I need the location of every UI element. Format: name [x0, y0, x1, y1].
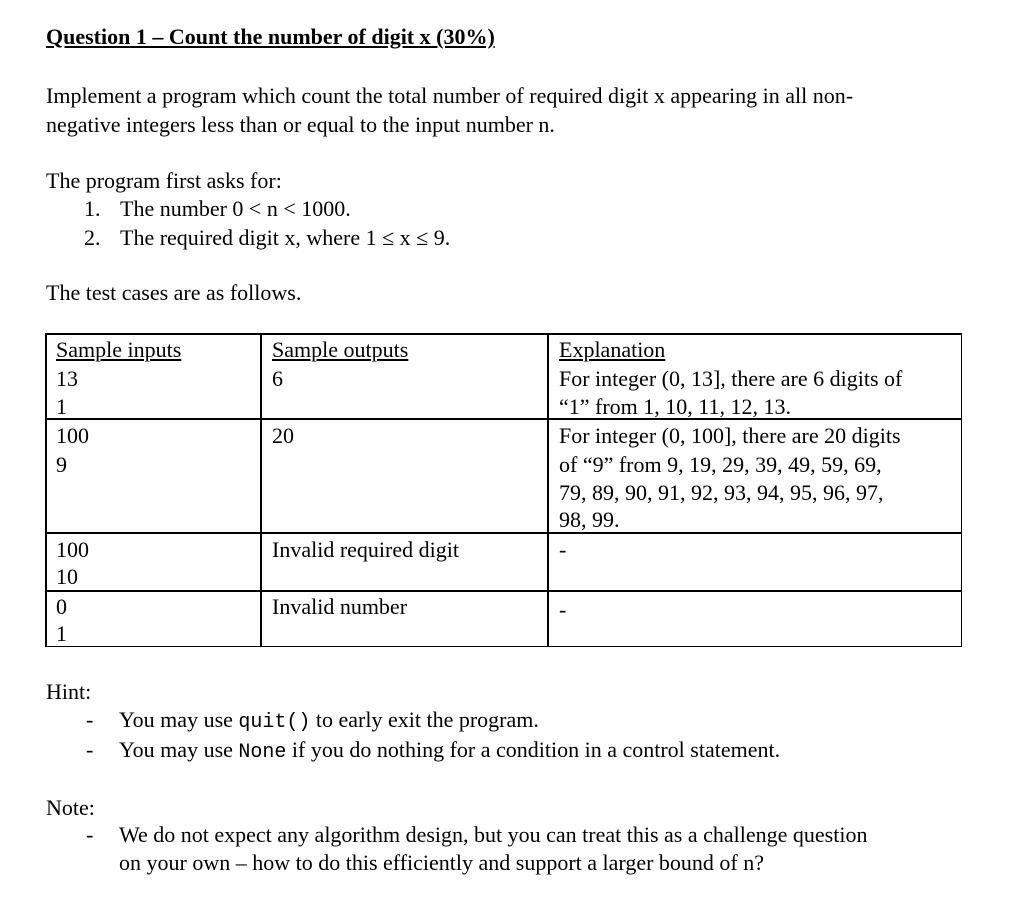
explanation-line: -	[559, 537, 567, 562]
explanation-line: For integer (0, 100], there are 20 digits	[559, 423, 901, 448]
explanation-line: 98, 99.	[559, 507, 620, 532]
bullet-dash: -	[86, 737, 94, 762]
explanation-line: “1” from 1, 10, 11, 12, 13.	[559, 394, 791, 419]
input-value: 100	[56, 423, 89, 448]
bullet-dash: -	[86, 707, 94, 732]
hint-text: to early exit the program.	[310, 707, 539, 732]
output-value: Invalid number	[272, 594, 408, 619]
table-divider	[260, 333, 262, 647]
input-value: 10	[56, 564, 78, 589]
intro-line-1: Implement a program which count the total number of required digit x appearing in all non-	[46, 83, 854, 108]
input-value: 1	[56, 394, 67, 419]
ask-item	[84, 223, 450, 252]
hint-item	[119, 735, 780, 767]
table-border	[45, 333, 47, 647]
table-divider	[547, 333, 549, 647]
hint-item	[119, 705, 539, 737]
table-border	[45, 646, 962, 648]
ask-text: The number 0 < n < 1000.	[120, 196, 351, 221]
table-divider	[45, 532, 962, 534]
ask-number: 1.	[84, 196, 101, 221]
title-text: Question 1 – Count the number of digit x (30%)	[46, 24, 495, 49]
hint-code: None	[238, 741, 287, 764]
hint-label: Hint:	[46, 679, 92, 704]
header-sample-outputs: Sample outputs	[272, 337, 409, 362]
hint-text: You may use	[119, 737, 239, 762]
input-value: 13	[56, 366, 78, 391]
explanation-line: -	[559, 597, 567, 622]
hint-text: if you do nothing for a condition in a control statement.	[286, 737, 781, 762]
output-value: 6	[272, 366, 283, 391]
asks-heading: The program first asks for:	[46, 168, 282, 193]
output-value: Invalid required digit	[272, 537, 459, 562]
table-border	[45, 333, 962, 335]
intro-line-2: negative integers less than or equal to the input number n.	[46, 112, 555, 137]
note-line-1: We do not expect any algorithm design, but you can treat this as a challenge question	[119, 822, 868, 847]
note-line-2: on your own – how to do this efficiently and support a larger bound of n?	[119, 850, 765, 875]
hint-text: You may use	[119, 707, 239, 732]
header-sample-inputs: Sample inputs	[56, 337, 182, 362]
ask-item	[84, 194, 351, 223]
output-value: 20	[272, 423, 294, 448]
input-value: 100	[56, 537, 89, 562]
explanation-line: For integer (0, 13], there are 6 digits of	[559, 366, 903, 391]
explanation-line: of “9” from 9, 19, 29, 39, 49, 59, 69,	[559, 452, 882, 477]
input-value: 9	[56, 452, 67, 477]
bullet-dash: -	[86, 822, 94, 847]
explanation-line: 79, 89, 90, 91, 92, 93, 94, 95, 96, 97,	[559, 480, 884, 505]
input-value: 1	[56, 621, 67, 646]
ask-number: 2.	[84, 225, 101, 250]
test-intro: The test cases are as follows.	[46, 280, 302, 305]
table-divider	[45, 590, 962, 592]
note-label: Note:	[46, 795, 95, 820]
ask-text: The required digit x, where 1 ≤ x ≤ 9.	[120, 225, 451, 250]
table-border	[961, 333, 963, 647]
table-divider	[45, 418, 962, 420]
test-case-table	[45, 333, 962, 647]
page-title	[46, 24, 495, 50]
input-value: 0	[56, 594, 67, 619]
header-explanation: Explanation	[559, 337, 666, 362]
hint-code: quit()	[238, 711, 311, 734]
